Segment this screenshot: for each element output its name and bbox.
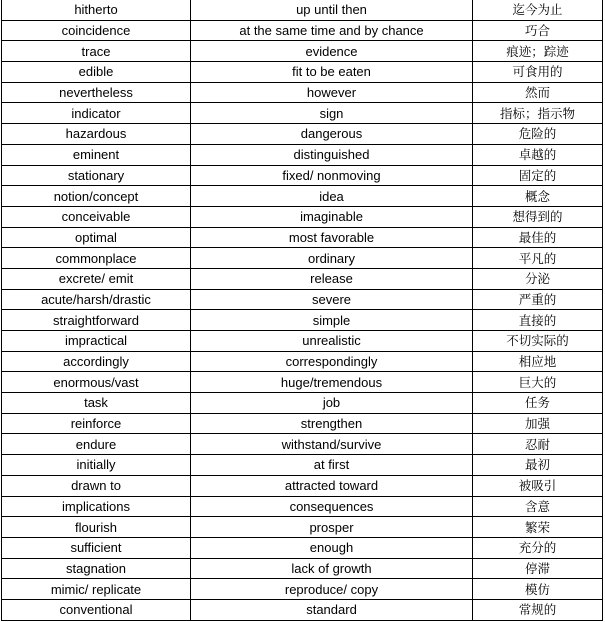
synonym-cell: simple xyxy=(191,310,473,331)
chinese-meaning-cell: 卓越的 xyxy=(473,144,603,165)
synonym-cell: enough xyxy=(191,537,473,558)
chinese-meaning-cell: 任务 xyxy=(473,393,603,414)
synonym-cell: distinguished xyxy=(191,144,473,165)
chinese-meaning-cell: 停滞 xyxy=(473,558,603,579)
word-cell: excrete/ emit xyxy=(2,268,191,289)
chinese-meaning-cell: 加强 xyxy=(473,413,603,434)
synonym-cell: release xyxy=(191,268,473,289)
chinese-meaning-cell: 想得到的 xyxy=(473,206,603,227)
table-row xyxy=(2,558,603,579)
word-cell: sufficient xyxy=(2,537,191,558)
table-row xyxy=(2,268,603,289)
table-row xyxy=(2,186,603,207)
synonym-cell: idea xyxy=(191,186,473,207)
word-cell: accordingly xyxy=(2,351,191,372)
chinese-meaning-cell: 模仿 xyxy=(473,579,603,600)
word-cell: eminent xyxy=(2,144,191,165)
word-cell: initially xyxy=(2,455,191,476)
word-cell: hitherto xyxy=(2,0,191,20)
table-row xyxy=(2,165,603,186)
chinese-meaning-cell: 最初 xyxy=(473,455,603,476)
chinese-meaning-cell: 直接的 xyxy=(473,310,603,331)
chinese-meaning-cell: 严重的 xyxy=(473,289,603,310)
chinese-meaning-cell: 常规的 xyxy=(473,599,603,620)
table-row xyxy=(2,144,603,165)
synonym-cell: imaginable xyxy=(191,206,473,227)
table-row xyxy=(2,0,603,20)
word-cell: conventional xyxy=(2,599,191,620)
chinese-meaning-cell: 概念 xyxy=(473,186,603,207)
word-cell: implications xyxy=(2,496,191,517)
table-row xyxy=(2,413,603,434)
word-cell: enormous/vast xyxy=(2,372,191,393)
word-cell: drawn to xyxy=(2,475,191,496)
table-row xyxy=(2,124,603,145)
synonym-cell: consequences xyxy=(191,496,473,517)
table-row xyxy=(2,393,603,414)
table-row xyxy=(2,310,603,331)
synonym-cell: fit to be eaten xyxy=(191,62,473,83)
synonym-cell: job xyxy=(191,393,473,414)
table-row xyxy=(2,496,603,517)
synonym-cell: huge/tremendous xyxy=(191,372,473,393)
word-cell: endure xyxy=(2,434,191,455)
word-cell: impractical xyxy=(2,331,191,352)
synonym-cell: however xyxy=(191,82,473,103)
word-cell: straightforward xyxy=(2,310,191,331)
chinese-meaning-cell: 相应地 xyxy=(473,351,603,372)
table-row xyxy=(2,82,603,103)
word-cell: reinforce xyxy=(2,413,191,434)
word-cell: nevertheless xyxy=(2,82,191,103)
table-row xyxy=(2,599,603,620)
word-cell: mimic/ replicate xyxy=(2,579,191,600)
table-row xyxy=(2,331,603,352)
synonym-cell: fixed/ nonmoving xyxy=(191,165,473,186)
chinese-meaning-cell: 忍耐 xyxy=(473,434,603,455)
chinese-meaning-cell: 充分的 xyxy=(473,537,603,558)
chinese-meaning-cell: 不切实际的 xyxy=(473,331,603,352)
synonym-cell: dangerous xyxy=(191,124,473,145)
chinese-meaning-cell: 可食用的 xyxy=(473,62,603,83)
word-cell: conceivable xyxy=(2,206,191,227)
word-cell: indicator xyxy=(2,103,191,124)
chinese-meaning-cell: 迄今为止 xyxy=(473,0,603,20)
chinese-meaning-cell: 繁荣 xyxy=(473,517,603,538)
word-cell: optimal xyxy=(2,227,191,248)
word-cell: notion/concept xyxy=(2,186,191,207)
synonym-cell: up until then xyxy=(191,0,473,20)
chinese-meaning-cell: 巧合 xyxy=(473,20,603,41)
synonym-cell: prosper xyxy=(191,517,473,538)
chinese-meaning-cell: 巨大的 xyxy=(473,372,603,393)
chinese-meaning-cell: 危险的 xyxy=(473,124,603,145)
synonym-cell: ordinary xyxy=(191,248,473,269)
table-row xyxy=(2,475,603,496)
table-row xyxy=(2,248,603,269)
table-row xyxy=(2,455,603,476)
table-row xyxy=(2,103,603,124)
table-row xyxy=(2,434,603,455)
synonym-cell: lack of growth xyxy=(191,558,473,579)
word-cell: task xyxy=(2,393,191,414)
synonym-cell: most favorable xyxy=(191,227,473,248)
table-row xyxy=(2,62,603,83)
chinese-meaning-cell: 痕迹；踪迹 xyxy=(473,41,603,62)
synonym-cell: evidence xyxy=(191,41,473,62)
word-cell: edible xyxy=(2,62,191,83)
synonym-cell: severe xyxy=(191,289,473,310)
chinese-meaning-cell: 平凡的 xyxy=(473,248,603,269)
word-cell: hazardous xyxy=(2,124,191,145)
word-cell: flourish xyxy=(2,517,191,538)
word-cell: stationary xyxy=(2,165,191,186)
synonym-cell: standard xyxy=(191,599,473,620)
word-cell: stagnation xyxy=(2,558,191,579)
synonym-cell: at the same time and by chance xyxy=(191,20,473,41)
word-cell: trace xyxy=(2,41,191,62)
synonym-cell: unrealistic xyxy=(191,331,473,352)
table-row xyxy=(2,579,603,600)
table-row xyxy=(2,517,603,538)
chinese-meaning-cell: 最佳的 xyxy=(473,227,603,248)
table-row xyxy=(2,206,603,227)
chinese-meaning-cell: 分泌 xyxy=(473,268,603,289)
synonym-cell: reproduce/ copy xyxy=(191,579,473,600)
synonym-cell: correspondingly xyxy=(191,351,473,372)
chinese-meaning-cell: 被吸引 xyxy=(473,475,603,496)
synonym-cell: attracted toward xyxy=(191,475,473,496)
word-cell: acute/harsh/drastic xyxy=(2,289,191,310)
chinese-meaning-cell: 然而 xyxy=(473,82,603,103)
table-row xyxy=(2,351,603,372)
table-row xyxy=(2,289,603,310)
synonym-cell: strengthen xyxy=(191,413,473,434)
chinese-meaning-cell: 指标；指示物 xyxy=(473,103,603,124)
synonym-cell: sign xyxy=(191,103,473,124)
table-row xyxy=(2,20,603,41)
synonym-cell: withstand/survive xyxy=(191,434,473,455)
vocabulary-table-body xyxy=(2,0,603,620)
table-row xyxy=(2,41,603,62)
table-row xyxy=(2,372,603,393)
table-row xyxy=(2,227,603,248)
synonym-cell: at first xyxy=(191,455,473,476)
chinese-meaning-cell: 含意 xyxy=(473,496,603,517)
word-cell: commonplace xyxy=(2,248,191,269)
word-cell: coincidence xyxy=(2,20,191,41)
chinese-meaning-cell: 固定的 xyxy=(473,165,603,186)
table-row xyxy=(2,537,603,558)
vocabulary-table xyxy=(1,0,603,621)
